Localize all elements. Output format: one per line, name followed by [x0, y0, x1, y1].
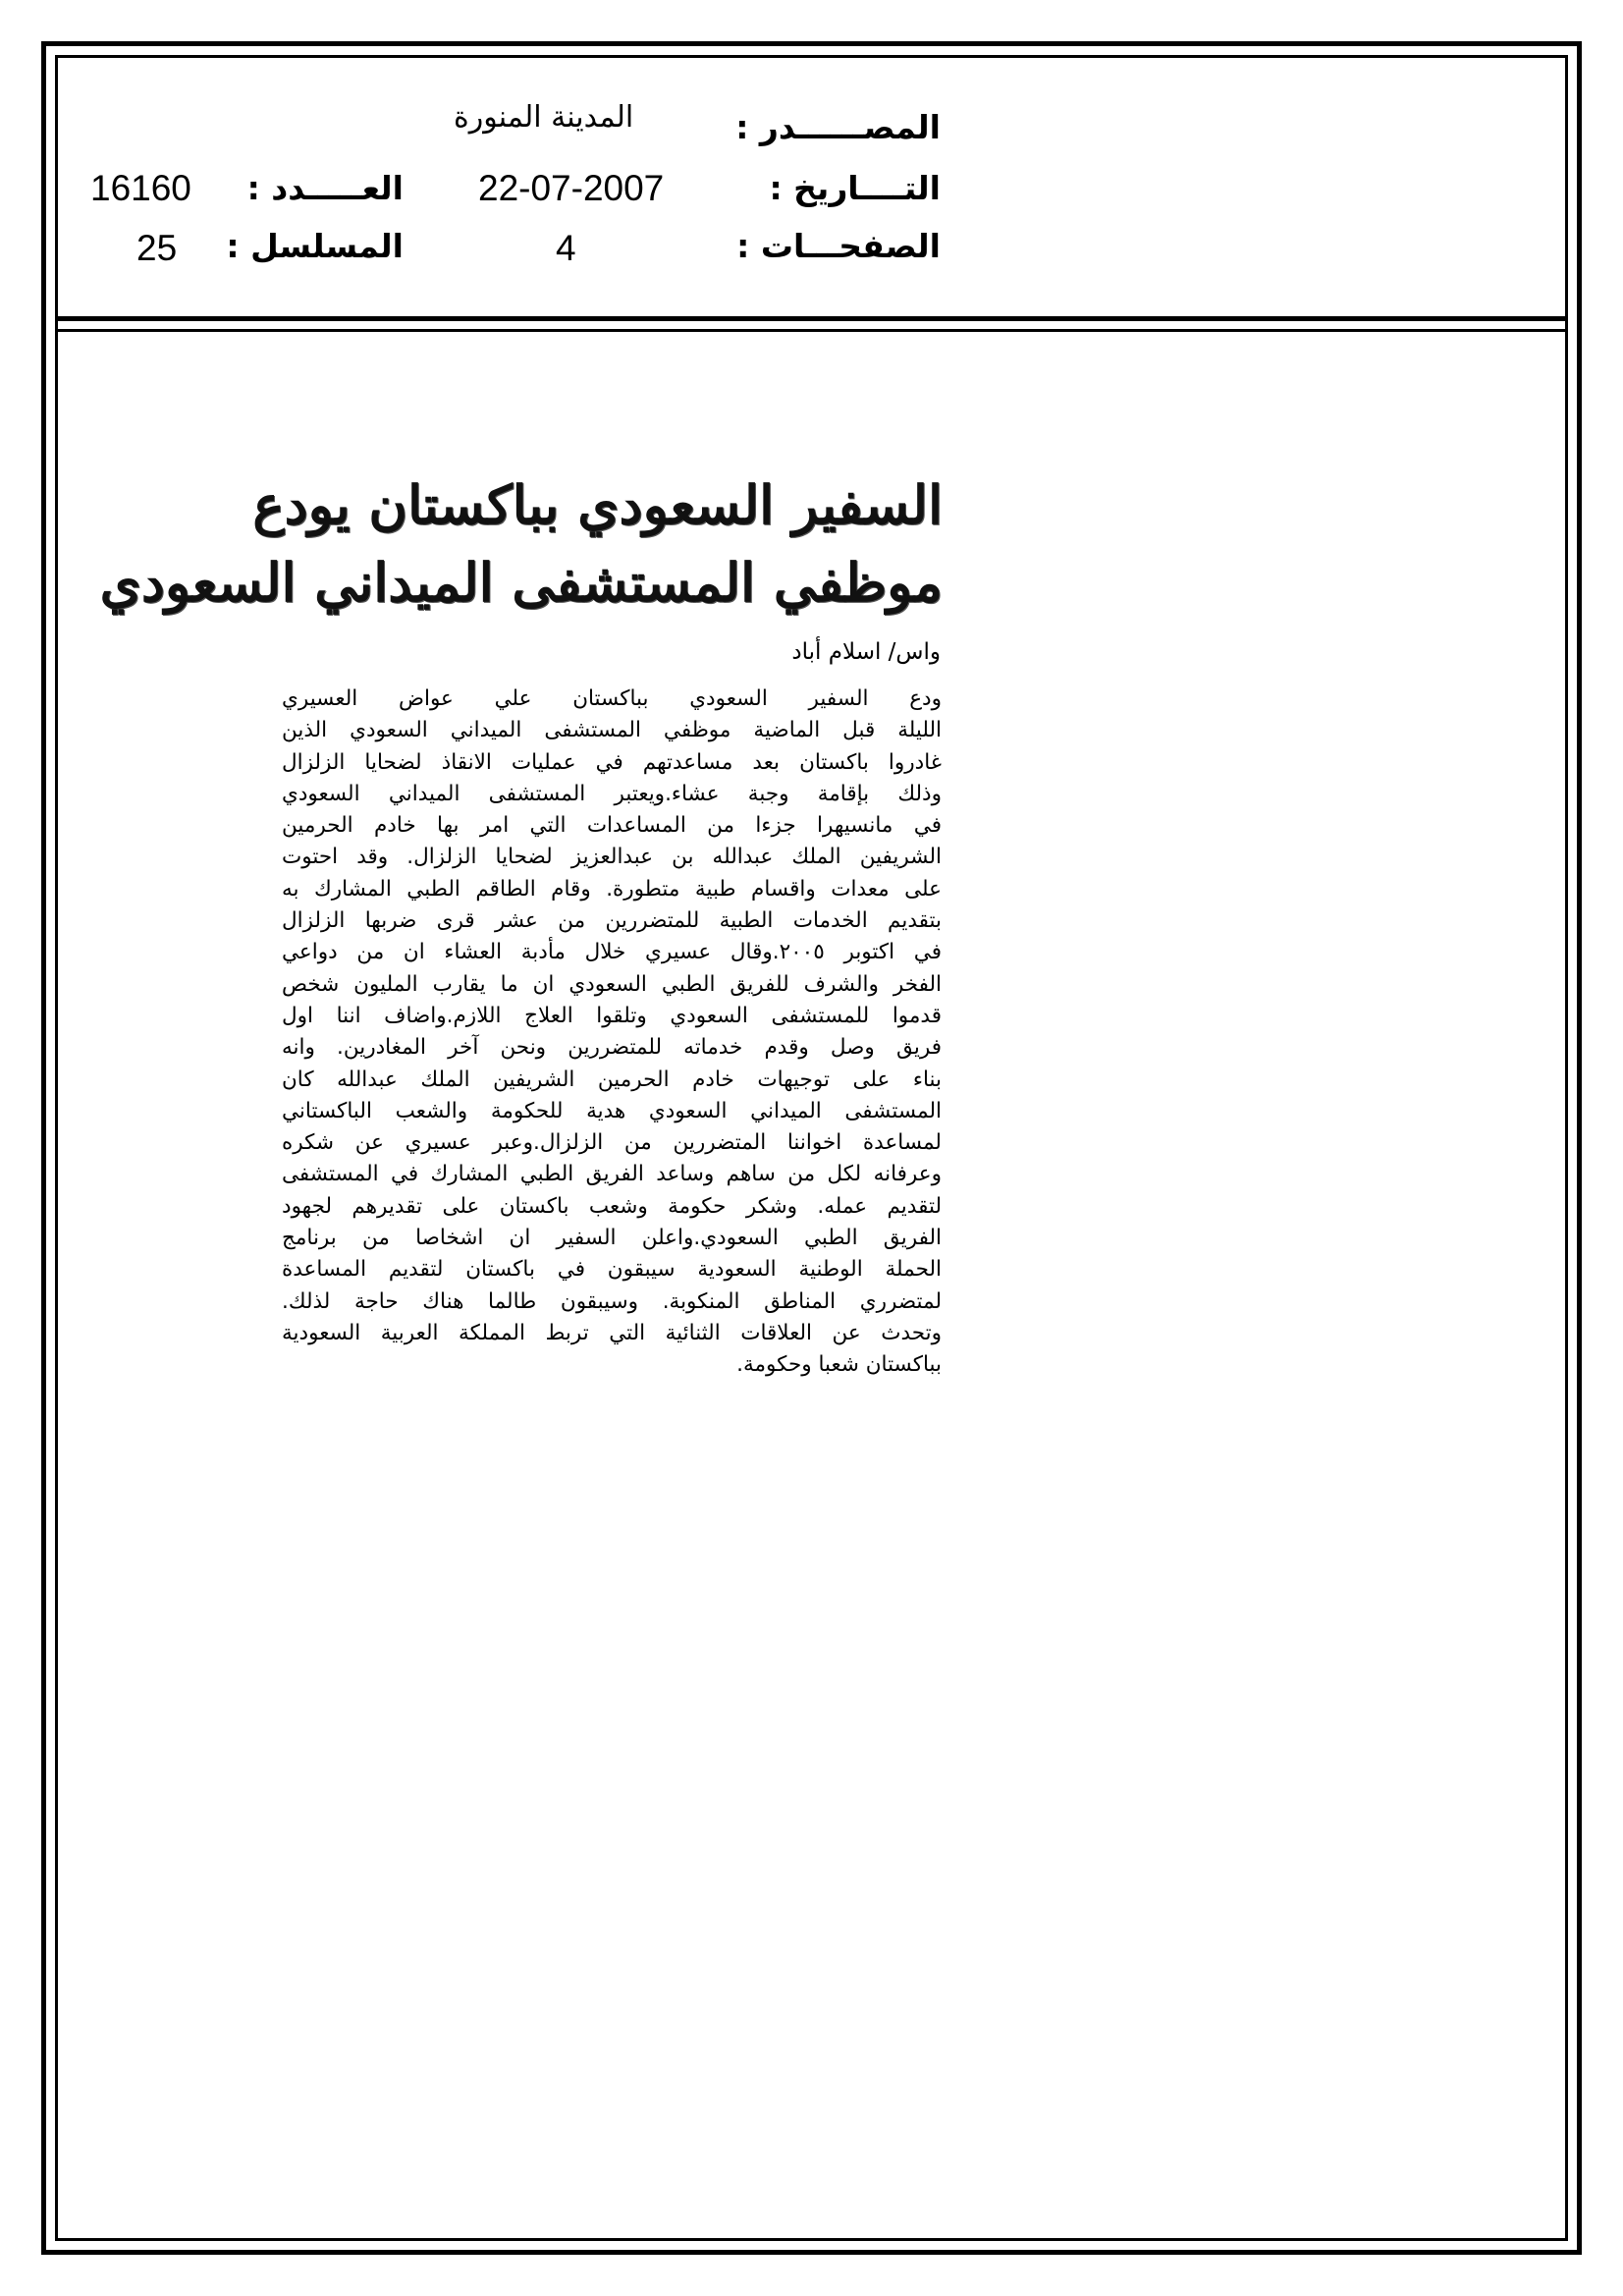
article-body-line: فريق وصل وقدم خدماته للمتضررين ونحن آخر المغادرين. وانه [282, 1035, 942, 1061]
pages-label: الصفحـــات : [736, 227, 941, 265]
source-value: المدينة المنورة [454, 100, 634, 135]
article-body-line: الفريق الطبي السعودي.واعلن السفير ان اشخاصا من برنامج [282, 1226, 942, 1251]
article-body-line: لتقديم عمله. وشكر حكومة وشعب باكستان على تقديرهم لجهود [282, 1193, 942, 1219]
date-label: التــــاريخ : [769, 169, 941, 207]
header-divider-thick [55, 316, 1568, 321]
article-body-line: بناء على توجيهات خادم الحرمين الشريفين الملك عبدالله كان [282, 1066, 942, 1092]
source-label: المصــــــدر : [735, 108, 941, 146]
article-body-line: الشريفين الملك عبدالله بن عبدالعزيز لضحايا الزلزال. وقد احتوت [282, 845, 942, 870]
issue-value: 16160 [90, 168, 191, 208]
serial-label: المسلسل : [226, 227, 404, 265]
article-body [282, 683, 942, 1382]
article-body-line: المستشفى الميداني السعودي هدية للحكومة والشعب الباكستاني [282, 1098, 942, 1123]
article-body-line: بتقديم الخدمات الطبية للمتضررين من عشر قرى ضربها الزلزال [282, 908, 942, 934]
article-body-line: في اكتوبر ٢٠٠٥.وقال عسيري خلال مأدبة العشاء ان من دواعي [282, 940, 942, 965]
article-headline-line-1: السفير السعودي بباكستان يودع [252, 473, 943, 536]
article-body-line: لمساعدة اخواننا المتضررين من الزلزال.وعبر عسيري عن شكره [282, 1130, 942, 1156]
article-body-line: الفخر والشرف للفريق الطبي السعودي ان ما يقارب المليون شخص [282, 971, 942, 997]
article-body-line: غادروا باكستان بعد مساعدتهم في عمليات الانقاذ لضحايا الزلزال [282, 749, 942, 775]
article-body-line: وعرفانه لكل من ساهم وساعد الفريق الطبي المشارك في المستشفى [282, 1162, 942, 1187]
header-divider-thin [55, 329, 1568, 332]
article-headline-line-2: موظفي المستشفى الميداني السعودي [99, 551, 943, 614]
article-body-line: الليلة قبل الماضية موظفي المستشفى الميداني السعودي الذين [282, 718, 942, 743]
article-body-line: ودع السفير السعودي بباكستان علي عواض العسيري [282, 686, 942, 711]
pages-value: 4 [556, 228, 576, 268]
article-body-line: لمتضرري المناطق المنكوبة. وسيبقون طالما هناك حاجة لذلك. [282, 1288, 942, 1314]
article-body-line: قدموا للمستشفى السعودي وتلقوا العلاج اللازم.واضاف اننا اول [282, 1003, 942, 1028]
issue-label: العـــــدد : [246, 169, 404, 207]
article-dateline: واس/ اسلام أباد [791, 639, 941, 665]
article-body-line: وتحدث عن العلاقات الثنائية التي تربط المملكة العربية السعودية [282, 1320, 942, 1345]
serial-value: 25 [136, 228, 178, 268]
article-body-line: بباكستان شعبا وحكومة. [736, 1352, 942, 1378]
article-body-line: الحملة الوطنية السعودية سيبقون في باكستان لتقديم المساعدة [282, 1257, 942, 1283]
article-body-line: في مانسيهرا جزءا من المساعدات التي امر بها خادم الحرمين [282, 813, 942, 839]
article-body-line: وذلك بإقامة وجبة عشاء.ويعتبر المستشفى الميداني السعودي [282, 781, 942, 806]
date-value: 22-07-2007 [478, 168, 665, 208]
article-body-line: على معدات واقسام طبية متطورة. وقام الطاقم الطبي المشارك به [282, 876, 942, 902]
